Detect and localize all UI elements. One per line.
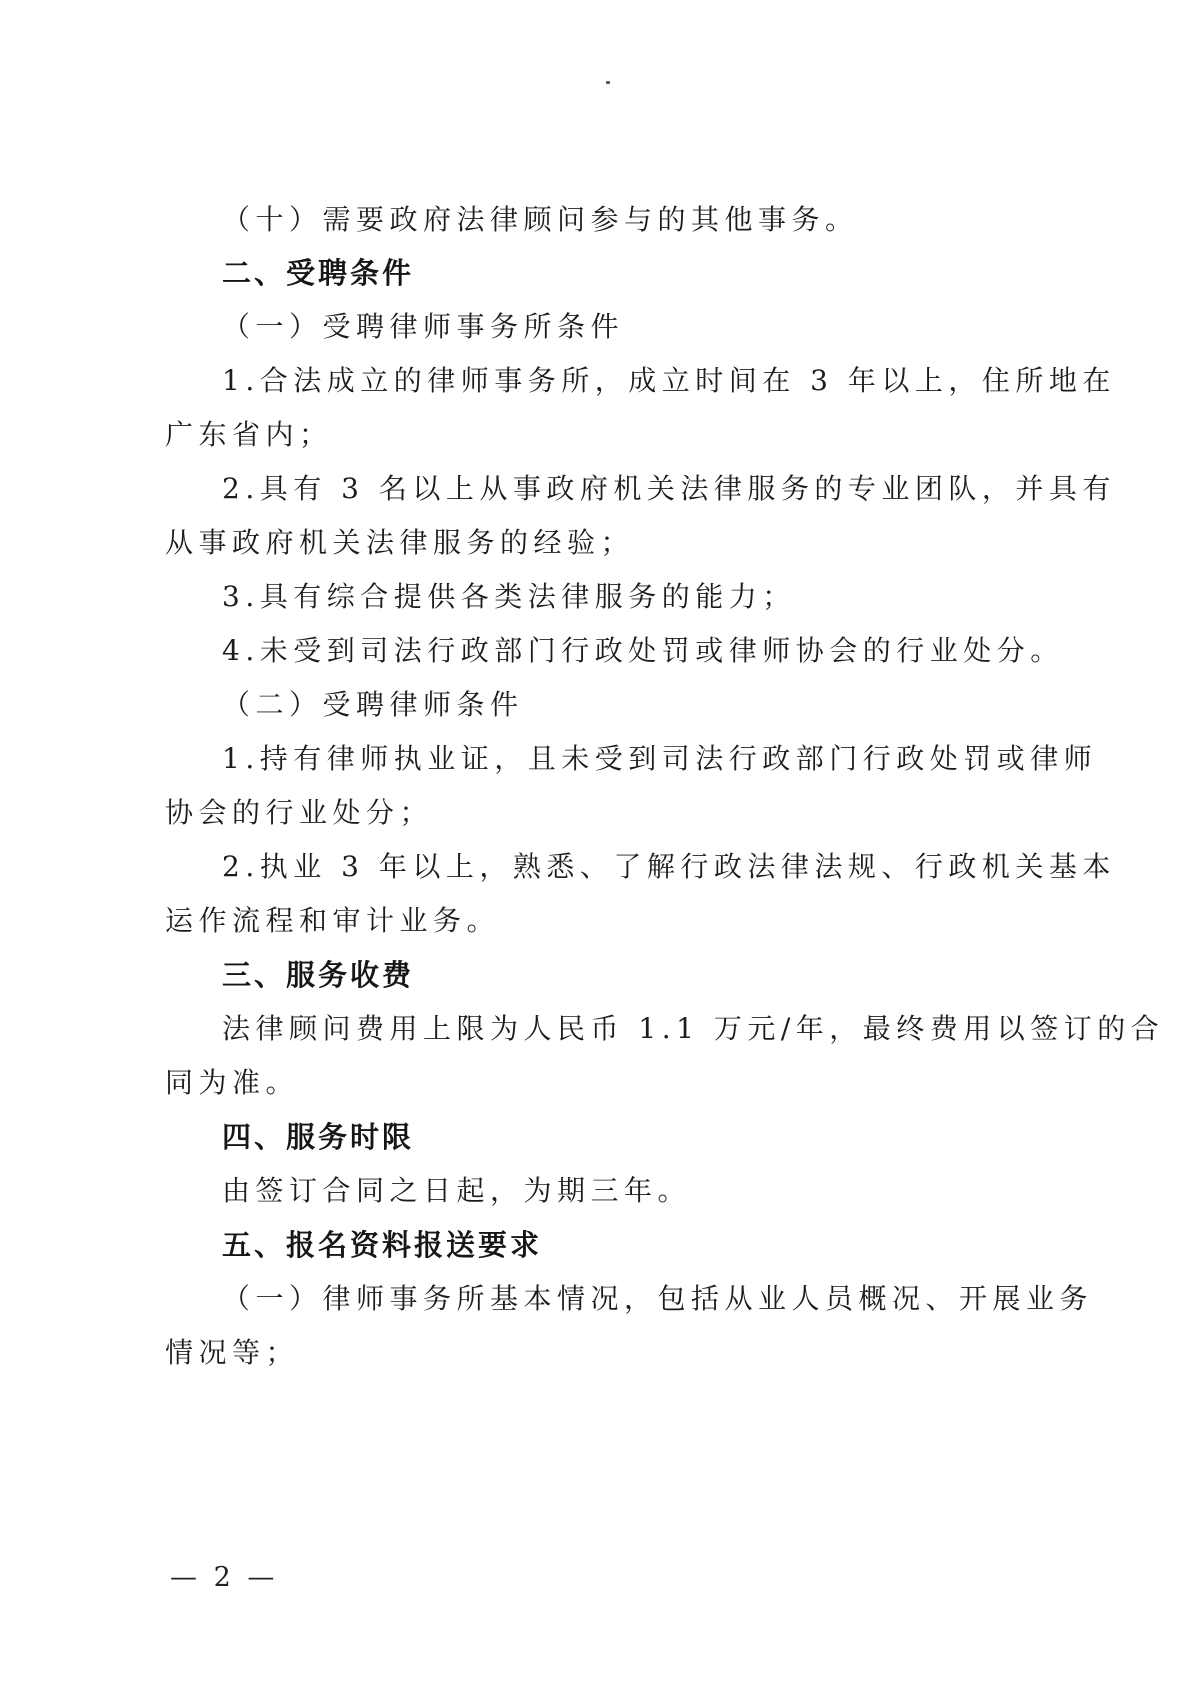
firm-condition-2-line2: 从事政府机关法律服务的经验； [165, 526, 635, 559]
sub-1-heading: （一）受聘律师事务所条件 [222, 310, 625, 343]
lawyer-condition-2-line2: 运作流程和审计业务。 [165, 904, 501, 937]
firm-condition-1-line2: 广东省内； [165, 418, 333, 451]
firm-condition-4: 4.未受到司法行政部门行政处罚或律师协会的行业处分。 [222, 634, 1064, 667]
lawyer-condition-1-line2: 协会的行业处分； [165, 796, 434, 829]
requirement-1-line2: 情况等； [165, 1336, 300, 1369]
item-10-text: （十）需要政府法律顾问参与的其他事务。 [222, 203, 859, 236]
fee-line1: 法律顾问费用上限为人民币 1.1 万元/年，最终费用以签订的合 [222, 1012, 1165, 1045]
section-2-heading: 二、受聘条件 [222, 256, 415, 290]
section-5-heading: 五、报名资料报送要求 [222, 1228, 543, 1262]
section-4-heading: 四、服务时限 [222, 1120, 415, 1154]
page-number: — 2 — [170, 1562, 279, 1593]
firm-condition-3: 3.具有综合提供各类法律服务的能力； [222, 580, 796, 613]
lawyer-condition-2-line1: 2.执业 3 年以上，熟悉、了解行政法律法规、行政机关基本 [222, 850, 1116, 883]
lawyer-condition-1-line1: 1.持有律师执业证，且未受到司法行政部门行政处罚或律师 [222, 742, 1098, 775]
fee-line2: 同为准。 [165, 1066, 300, 1099]
sub-2-heading: （二）受聘律师条件 [222, 688, 524, 721]
firm-condition-1-line1: 1.合法成立的律师事务所，成立时间在 3 年以上，住所地在 [222, 364, 1116, 397]
section-3-heading: 三、服务收费 [222, 958, 415, 992]
term-text: 由签订合同之日起，为期三年。 [222, 1174, 692, 1207]
scan-speck [606, 81, 610, 84]
firm-condition-2-line1: 2.具有 3 名以上从事政府机关法律服务的专业团队，并具有 [222, 472, 1116, 505]
requirement-1-line1: （一）律师事务所基本情况，包括从业人员概况、开展业务 [222, 1282, 1094, 1315]
